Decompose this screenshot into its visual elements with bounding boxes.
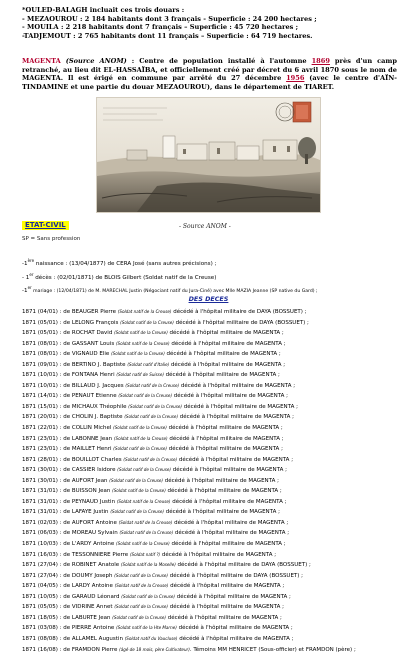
deces-row-detail: décédé à l'hôpital militaire de MAGENTA ; [168, 604, 284, 610]
deces-row [22, 465, 407, 476]
deces-row-detail: décédé à l'hôpital militaire de MAGENTA ; [171, 499, 287, 505]
deces-list [22, 307, 407, 655]
deces-row-date: 1871 (31/01) : [22, 509, 62, 515]
deces-row-date: 1871 (27/04) : [22, 573, 62, 579]
deces-row-qualifier: (Soldat natif de Suisse) [116, 372, 164, 377]
deces-row-detail: décédé à l'hôpital militaire de MAGENTA ; [166, 488, 282, 494]
deces-row-date: 1871 (31/01) : [22, 488, 62, 494]
deces-row-qualifier: (Soldat natif de la Creuse) [117, 499, 171, 504]
deces-row-date: 1871 (30/01) : [22, 467, 62, 473]
deces-row-name: de GASSANT Louis [63, 341, 114, 347]
deces-row-detail: décédé à l'hôpital militaire de MAGENTA ; [177, 625, 293, 631]
deces-row [22, 423, 407, 434]
deces-row-detail: décédé à l'hôpital militaire de MAGENTA ; [168, 330, 284, 336]
ouled-balagh-section [22, 6, 402, 40]
deces-row-detail: décédé à l'hôpital militaire de MAGENTA ; [172, 393, 288, 399]
deces-row [22, 349, 407, 360]
deces-row-detail: décédé à l'hôpital militaire de MAGENTA ; [166, 615, 282, 621]
deces-row-date: 1871 (14/01) : [22, 393, 62, 399]
deces-row-detail: décédé à l'hôpital militaire de MAGENTA ; [178, 414, 294, 420]
deces-row-qualifier: (Soldat natif de la Creuse) [117, 467, 171, 472]
deces-row-date: 1871 (04/01) : [22, 309, 62, 315]
deces-row-name: de BERTINO J. Baptiste [63, 362, 125, 368]
first-death-prefix: - 1 [22, 275, 29, 281]
deces-row-name: de ROBINET Anatole [63, 562, 119, 568]
deces-row-date: 1871 (15/01) : [22, 404, 62, 410]
deces-row-qualifier: (Soldat natif de la Creuse) [121, 594, 175, 599]
magenta-text-2: près d'un camp retranché, au lieu dit EL-HASSAÏBA, et officiellement créé par décret du 6 avril 1870 sous le nom de MAGENTA. Il est érigé en commune par arrêté du 27 décembre [22, 57, 397, 82]
deces-row-date: 1871 (23/01) : [22, 446, 62, 452]
deces-row [22, 528, 407, 539]
deces-row [22, 518, 407, 529]
deces-row-date: 1871 (16/08) : [22, 647, 62, 653]
deces-row-date: 1871 (04/05) : [22, 583, 62, 589]
deces-row-qualifier: (Soldat natif de la Creuse) [123, 457, 177, 462]
deces-row-detail: décédé à l'hôpital militaire de MAGENTA ; [172, 520, 288, 526]
deces-row [22, 339, 407, 350]
deces-row-qualifier: (Soldat natif de la Hte Marne) [116, 625, 177, 630]
deces-row-qualifier: (Soldat natif d'Italie) [127, 362, 169, 367]
deces-row-date: 1871 (20/01) : [22, 414, 62, 420]
deces-row-name: de DOUMY Joseph [63, 573, 112, 579]
deces-row-qualifier: (Soldat natif de la Creuse) [119, 530, 173, 535]
deces-row-qualifier: (Soldat natif de la Creuse) [118, 309, 172, 314]
deces-row [22, 476, 407, 487]
deces-row [22, 381, 407, 392]
deces-row-detail: décédé à l'hôpital militaire de DAYA (BOSSUET) ; [174, 320, 309, 326]
deces-row-detail: décédé à l'hôpital militaire de MAGENTA ; [173, 530, 289, 536]
deces-row-qualifier: (Soldat natif de la Creuse) [113, 425, 167, 430]
deces-row-detail: décédé à l'hôpital militaire de DAYA (BOSSUET) ; [168, 573, 303, 579]
deces-row-detail: décédé à l'hôpital militaire de MAGENTA ; [167, 425, 283, 431]
deces-row-detail: décédé à l'hôpital militaire de MAGENTA ; [171, 467, 287, 473]
deces-row-qualifier: (Soldat natif de la Creuse) [128, 404, 182, 409]
magenta-source: (Source ANOM) [66, 57, 127, 65]
deces-row [22, 328, 407, 339]
deces-row-qualifier: (Soldat natif de la Creuse) [118, 393, 172, 398]
deces-row-qualifier: (Soldat natif de la Creuse) [115, 583, 169, 588]
deces-row [22, 307, 407, 318]
magenta-text-1: : Centre de population installé à l'automne [127, 57, 312, 65]
deces-row [22, 370, 407, 381]
deces-row-name: de MICHAUX Théophile [63, 404, 126, 410]
deces-row-date: 1871 (05/01) : [22, 330, 62, 336]
deces-row-name: de PENAUT Etienne [63, 393, 116, 399]
deces-row-name: de CASSIER Isidore [63, 467, 115, 473]
deces-row-qualifier: (Soldat natif de la Creuse) [120, 320, 174, 325]
deces-row-name: de BOUILLOT Charles [63, 457, 121, 463]
deces-row [22, 560, 407, 571]
deces-row-qualifier: (Soldat natif de la Creuse) [114, 436, 168, 441]
historic-photo-image [97, 98, 320, 212]
deces-title: DES DECES [0, 295, 417, 303]
first-birth-sup: ère [28, 258, 34, 263]
deces-row [22, 571, 407, 582]
deces-row-qualifier: (Soldat natif de la Creuse) [112, 615, 166, 620]
deces-row-qualifier: (Soldat natif de la Moselle) [121, 562, 176, 567]
deces-row-name: de CHOLIN J. Baptiste [63, 414, 122, 420]
deces-row-date: 1871 (22/01) : [22, 425, 62, 431]
deces-row-name: de MAILLET Henri [63, 446, 111, 452]
deces-row-name: de ROCHAT David [63, 330, 112, 336]
douar-line: - MEZAOUROU : 2 184 habitants dont 3 français - Superficie : 24 200 hectares ; [22, 15, 402, 24]
deces-row-qualifier: (Soldat natif de la Creuse) [114, 604, 168, 609]
magenta-text-3: (avec le centre d'AÏN-TINDAMINE et une partie du douar MEZAOUROU), dans le département de TIARET. [22, 74, 397, 91]
deces-row-date: 1871 (03/08) : [22, 625, 62, 631]
first-marriage-sup: er [28, 285, 32, 290]
deces-row-qualifier: (Soldat natif ?) [130, 552, 160, 557]
deces-row-date: 1871 (10/01) : [22, 372, 62, 378]
deces-row-detail: décédé à l'hôpital militaire de MAGENTA ; [178, 636, 294, 642]
deces-row-date: 1871 (18/05) : [22, 615, 62, 621]
magenta-name: MAGENTA [22, 57, 61, 65]
deces-row [22, 539, 407, 550]
deces-row-detail: décédé à l'hôpital militaire de DAYA (BOSSUET) ; [171, 309, 306, 315]
deces-row-name: de BILLAUD J. Jacques [63, 383, 123, 389]
deces-row [22, 550, 407, 561]
deces-row-name: de AUFORT Antoine [63, 520, 117, 526]
deces-row-qualifier: (Soldat natif de la Creuse) [124, 414, 178, 419]
deces-row-name: de FRAMDON Pierre [63, 647, 117, 653]
deces-row [22, 613, 407, 624]
deces-row-qualifier: (Soldat natif de la Creuse) [125, 383, 179, 388]
deces-row-name: de BUISSON Jean [63, 488, 110, 494]
deces-row-qualifier: (Soldat natif de la Creuse) [110, 509, 164, 514]
deces-row-detail: décédé à l'hôpital militaire de MAGENTA ; [165, 351, 281, 357]
deces-row-name: de PEYNAUD Justin [63, 499, 115, 505]
deces-row-date: 1871 (30/01) : [22, 478, 62, 484]
deces-row [22, 455, 407, 466]
deces-row-name: de VIDRINE Annet [63, 604, 112, 610]
deces-row-qualifier: (Soldat natif du Vaucluse) [125, 636, 178, 641]
deces-row-detail: décédé à l'hôpital militaire de MAGENTA ; [170, 341, 286, 347]
historic-photo [96, 97, 321, 213]
deces-row [22, 623, 407, 634]
deces-row-qualifier: (Soldat natif de la Creuse) [114, 573, 168, 578]
deces-row [22, 602, 407, 613]
deces-row-qualifier: (Soldat natif de la Creuse) [112, 488, 166, 493]
sp-note: SP = Sans profession [22, 236, 80, 242]
deces-row-date: 1871 (10/01) : [22, 383, 62, 389]
deces-row-name: de MOREAU Sylvain [63, 530, 117, 536]
deces-row [22, 434, 407, 445]
deces-row [22, 592, 407, 603]
deces-row [22, 645, 407, 655]
deces-row-date: 1871 (28/01) : [22, 457, 62, 463]
deces-row-qualifier: (âgé de 18 mois, père Cultivateur) [119, 647, 190, 652]
deces-row-qualifier: (Soldat natif de la Creuse) [109, 478, 163, 483]
deces-row-detail: décédé à l'hôpital militaire de MAGENTA ; [182, 404, 298, 410]
deces-row-name: de ALLAMEL Augustin [63, 636, 123, 642]
deces-row-date: 1871 (08/01) : [22, 341, 62, 347]
deces-row-name: de L'ARDY Antoine [63, 541, 114, 547]
first-death-sup: er [29, 272, 33, 277]
ouled-balagh-title: *OULED-BALAGH incluait ces trois douars : [22, 6, 402, 15]
deces-row-detail: décédé à l'hôpital militaire de MAGENTA ; [168, 436, 284, 442]
deces-row-detail: décédé à l'hôpital militaire de MAGENTA ; [164, 509, 280, 515]
deces-row-date: 1871 (08/08) : [22, 636, 62, 642]
deces-row [22, 391, 407, 402]
deces-row-detail: décédé à l'hôpital militaire de MAGENTA ; [167, 446, 283, 452]
deces-row-name: de LARDY Antoine [63, 583, 113, 589]
deces-row [22, 634, 407, 645]
deces-row-date: 1871 (23/01) : [22, 436, 62, 442]
first-birth-prefix: -1 [22, 261, 28, 267]
deces-row-detail: décédé à l'hôpital militaire de MAGENTA ; [164, 372, 280, 378]
douar-line: - MOUILA : 2 218 habitants dont 7 français – Superficie : 45 720 hectares ; [22, 23, 402, 32]
deces-row-name: de BEAUGER Pierre [63, 309, 116, 315]
first-death-text: décès : (02/01/1871) de BLOIS Gilbert (Soldat natif de la Creuse) [33, 275, 216, 281]
deces-row-detail: décédé à l'hôpital militaire de MAGENTA ; [163, 478, 279, 484]
deces-row-qualifier: (Soldat natif de la Creuse) [111, 351, 165, 356]
deces-row-detail: . Témoins MM HENRICET (Sous-officier) et FRAMDON (père) ; [190, 647, 356, 653]
deces-row-date: 1871 (02/03) : [22, 520, 62, 526]
deces-row-detail: décédé à l'hôpital militaire de MAGENTA ; [160, 552, 276, 558]
deces-row [22, 318, 407, 329]
deces-row-qualifier: (Soldat natif de la Creuse) [114, 330, 168, 335]
deces-row-name: de GARAUD Léonard [63, 594, 119, 600]
deces-row [22, 581, 407, 592]
first-death [22, 270, 402, 284]
deces-row [22, 507, 407, 518]
deces-row-date: 1871 (31/01) : [22, 499, 62, 505]
deces-row-date: 1871 (08/01) : [22, 351, 62, 357]
deces-row-name: de COLLIN Michel [63, 425, 111, 431]
first-birth-text: naissance : (13/04/1877) de CERA José (sans autres précisions) ; [34, 261, 216, 267]
deces-row-qualifier: (Soldat natif de la Creuse) [119, 520, 173, 525]
deces-row-date: 1871 (05/05) : [22, 604, 62, 610]
etat-civil-heading: ETAT-CIVIL [22, 221, 69, 230]
deces-row-qualifier: (Soldat natif de la Creuse) [116, 541, 170, 546]
deces-row-qualifier: (Soldat natif de la Creuse) [113, 446, 167, 451]
deces-row [22, 444, 407, 455]
first-birth [22, 256, 402, 270]
magenta-year-2: 1956 [286, 74, 304, 82]
deces-row-name: de LABURTE Jean [63, 615, 110, 621]
deces-row-detail: décédé à l'hôpital militaire de MAGENTA ; [175, 594, 291, 600]
deces-row-date: 1871 (27/04) : [22, 562, 62, 568]
douar-line: -TADJEMOUT : 2 765 habitants dont 11 français – Superficie : 64 719 hectares. [22, 32, 402, 41]
deces-row-detail: décédé à l'hôpital militaire de MAGENTA ; [168, 583, 284, 589]
deces-row-name: de AUFORT Jean [63, 478, 107, 484]
etat-civil-source: - Source ANOM - [179, 222, 231, 231]
deces-row-date: 1871 (10/03) : [22, 541, 62, 547]
deces-row-date: 1871 (05/01) : [22, 320, 62, 326]
deces-row [22, 486, 407, 497]
deces-row-name: de LAFAYE Justin [63, 509, 108, 515]
deces-row-detail: décédé à l'hôpital militaire de MAGENTA ; [177, 457, 293, 463]
deces-row-date: 1871 (06/03) : [22, 530, 62, 536]
deces-row-name: de LABONNE Jean [63, 436, 112, 442]
deces-row-date: 1871 (09/01) : [22, 362, 62, 368]
deces-row-detail: décédé à l'hôpital militaire de DAYA (BOSSUET) ; [176, 562, 311, 568]
first-marriage-prefix: -1 [22, 288, 28, 294]
deces-row-detail: décédé à l'hôpital militaire de MAGENTA ; [170, 541, 286, 547]
deces-row-name: de TESSONNIERE Pierre [63, 552, 128, 558]
deces-row-detail: décédé à l'hôpital militaire de MAGENTA ; [169, 362, 285, 368]
deces-row [22, 497, 407, 508]
deces-row [22, 402, 407, 413]
magenta-year-1: 1869 [312, 57, 330, 65]
deces-row-name: de LELONG François [63, 320, 118, 326]
deces-row-date: 1871 (10/05) : [22, 594, 62, 600]
deces-row-date: 1871 (16/03) : [22, 552, 62, 558]
deces-row-qualifier: (Soldat natif de la Creuse) [116, 341, 170, 346]
magenta-paragraph [22, 57, 397, 92]
deces-row [22, 412, 407, 423]
first-marriage-text: mariage : (12/04/1871) de M. MARECHAL Justin (Négociant natif du Jura-Ciné) avec Mlle MAZIA Jeanne (SP native du Gard) ; [32, 289, 318, 294]
deces-row-name: de PIERRE Antoine [63, 625, 114, 631]
deces-row-name: de FONTANA Henri [63, 372, 114, 378]
first-events [22, 256, 402, 298]
deces-row-name: de VIGNAUD Elie [63, 351, 109, 357]
deces-row-detail: décédé à l'hôpital militaire de MAGENTA ; [179, 383, 295, 389]
deces-row [22, 360, 407, 371]
